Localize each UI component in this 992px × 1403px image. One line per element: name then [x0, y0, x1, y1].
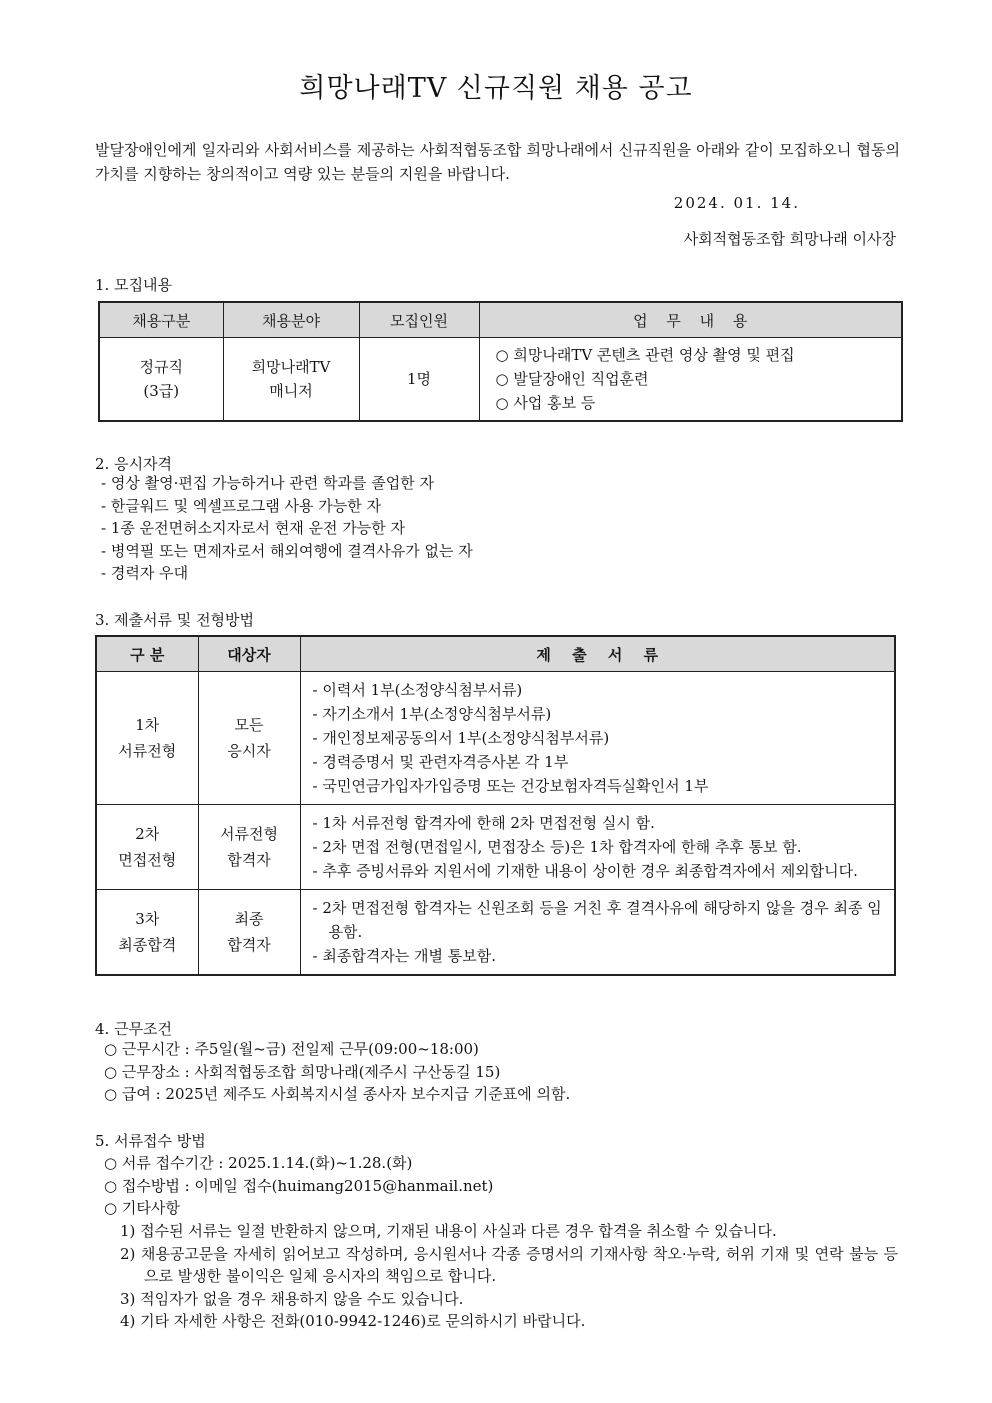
list-item: - 경력증명서 및 관련자격증사본 각 1부	[312, 753, 569, 771]
list-item: - 개인정보제공동의서 1부(소정양식첨부서류)	[312, 729, 610, 747]
notes-list	[118, 1220, 898, 1333]
cell-docs	[300, 890, 895, 976]
header-field: 채용분야	[223, 302, 359, 338]
list-item: - 2차 면접전형 합격자는 신원조회 등을 거친 후 결격사유에 해당하지 않을 경우 최종 임용함.	[312, 899, 882, 941]
list-item: - 병역필 또는 면제자로서 해외여행에 결격사유가 없는 자	[101, 541, 473, 560]
section-3-title: 3. 제출서류 및 전형방법	[95, 611, 255, 629]
cell-stage: 2차 면접전형	[96, 805, 198, 890]
table-row	[96, 672, 895, 805]
work-conditions-list	[104, 1038, 570, 1106]
list-item: - 경력자 우대	[101, 564, 189, 582]
page-title: 희망나래TV 신규직원 채용 공고	[299, 73, 693, 104]
list-item: ○ 서류 접수기간 : 2025.1.14.(화)~1.28.(화)	[104, 1154, 413, 1172]
header-count: 모집인원	[359, 302, 479, 338]
cell-target: 모든 응시자	[198, 672, 300, 805]
list-item: - 1종 운전면허소지자로서 현재 운전 가능한 자	[101, 519, 406, 537]
cell-type: 정규직 (3급)	[99, 338, 223, 422]
recruitment-table	[98, 301, 903, 422]
application-method-list	[104, 1152, 493, 1220]
list-item: ○ 접수방법 : 이메일 접수(huimang2015@hanmail.net)	[104, 1176, 494, 1195]
qualification-list	[101, 472, 473, 585]
cell-target: 서류전형 합격자	[198, 805, 300, 890]
cell-field: 희망나래TV 매니저	[223, 338, 359, 422]
issuer-name: 사회적협동조합 희망나래 이사장	[683, 230, 896, 248]
header-stage: 구 분	[96, 636, 198, 672]
cell-stage: 1차 서류전형	[96, 672, 198, 805]
intro-paragraph: 발달장애인에게 일자리와 사회서비스를 제공하는 사회적협동조합 희망나래에서 신규직원을 아래와 같이 모집하오니 협동의 가치를 지향하는 창의적이고 역량 있는 분들의 지원을 바랍니다.	[95, 141, 900, 183]
header-target: 대상자	[198, 636, 300, 672]
list-item: ○ 발달장애인 직업훈련	[495, 370, 649, 388]
list-item: ○ 사업 홍보 등	[495, 394, 596, 412]
list-item: 4) 기타 자세한 사항은 전화(010-9942-1246)로 문의하시기 바랍니다.	[120, 1312, 586, 1330]
list-item: 2) 채용공고문을 자세히 읽어보고 작성하며, 응시원서나 각종 증명서의 기재사항 착오·누락, 허위 기재 및 연락 불능 등으로 발생한 불이익은 일체 응시자의 책임으로 합니다.	[120, 1244, 898, 1285]
list-item: ○ 희망나래TV 콘텐츠 관련 영상 촬영 및 편집	[495, 346, 795, 364]
list-item: - 추후 증빙서류와 지원서에 기재한 내용이 상이한 경우 최종합격자에서 제외합니다.	[312, 862, 858, 880]
table-row	[99, 338, 902, 422]
list-item: ○ 기타사항	[104, 1199, 180, 1217]
list-item: ○ 근무장소 : 사회적협동조합 희망나래(제주시 구산동길 15)	[104, 1062, 501, 1081]
list-item: - 국민연금가입자가입증명 또는 건강보험자격득실확인서 1부	[312, 777, 709, 795]
recruitment-table-header	[99, 302, 902, 338]
table-row	[96, 890, 895, 976]
list-item: - 영상 촬영·편집 가능하거나 관련 학과를 졸업한 자	[101, 474, 435, 492]
list-item: - 2차 면접 전형(면접일시, 면접장소 등)은 1차 합격자에 한해 추후 통보 함.	[312, 838, 802, 856]
cell-docs	[300, 805, 895, 890]
list-item: - 최종합격자는 개별 통보함.	[312, 947, 497, 965]
header-duties: 업 무 내 용	[479, 302, 902, 338]
announcement-date: 2024. 01. 14.	[673, 194, 800, 212]
list-item: ○ 급여 : 2025년 제주도 사회복지시설 종사자 보수지급 기준표에 의함.	[104, 1085, 571, 1103]
section-1-title: 1. 모집내용	[95, 276, 173, 294]
screening-table-header	[96, 636, 895, 672]
section-5-title: 5. 서류접수 방법	[95, 1132, 206, 1150]
list-item: ○ 근무시간 : 주5일(월~금) 전일제 근무(09:00~18:00)	[104, 1040, 479, 1058]
header-docs: 제 출 서 류	[300, 636, 895, 672]
header-type: 채용구분	[99, 302, 223, 338]
screening-table	[95, 635, 896, 976]
list-item: - 이력서 1부(소정양식첨부서류)	[312, 681, 523, 699]
section-2-title: 2. 응시자격	[95, 455, 173, 473]
list-item: 1) 접수된 서류는 일절 반환하지 않으며, 기재된 내용이 사실과 다른 경우 합격을 취소할 수 있습니다.	[120, 1222, 777, 1240]
list-item: - 한글워드 및 엑셀프로그램 사용 가능한 자	[101, 496, 382, 515]
cell-duties	[479, 338, 902, 422]
cell-docs	[300, 672, 895, 805]
list-item: - 자기소개서 1부(소정양식첨부서류)	[312, 705, 552, 723]
cell-count: 1명	[359, 338, 479, 422]
section-4-title: 4. 근무조건	[95, 1020, 173, 1038]
table-row	[96, 805, 895, 890]
list-item: - 1차 서류전형 합격자에 한해 2차 면접전형 실시 함.	[312, 814, 655, 832]
list-item: 3) 적임자가 없을 경우 채용하지 않을 수도 있습니다.	[120, 1289, 464, 1308]
cell-stage: 3차 최종합격	[96, 890, 198, 976]
cell-target: 최종 합격자	[198, 890, 300, 976]
